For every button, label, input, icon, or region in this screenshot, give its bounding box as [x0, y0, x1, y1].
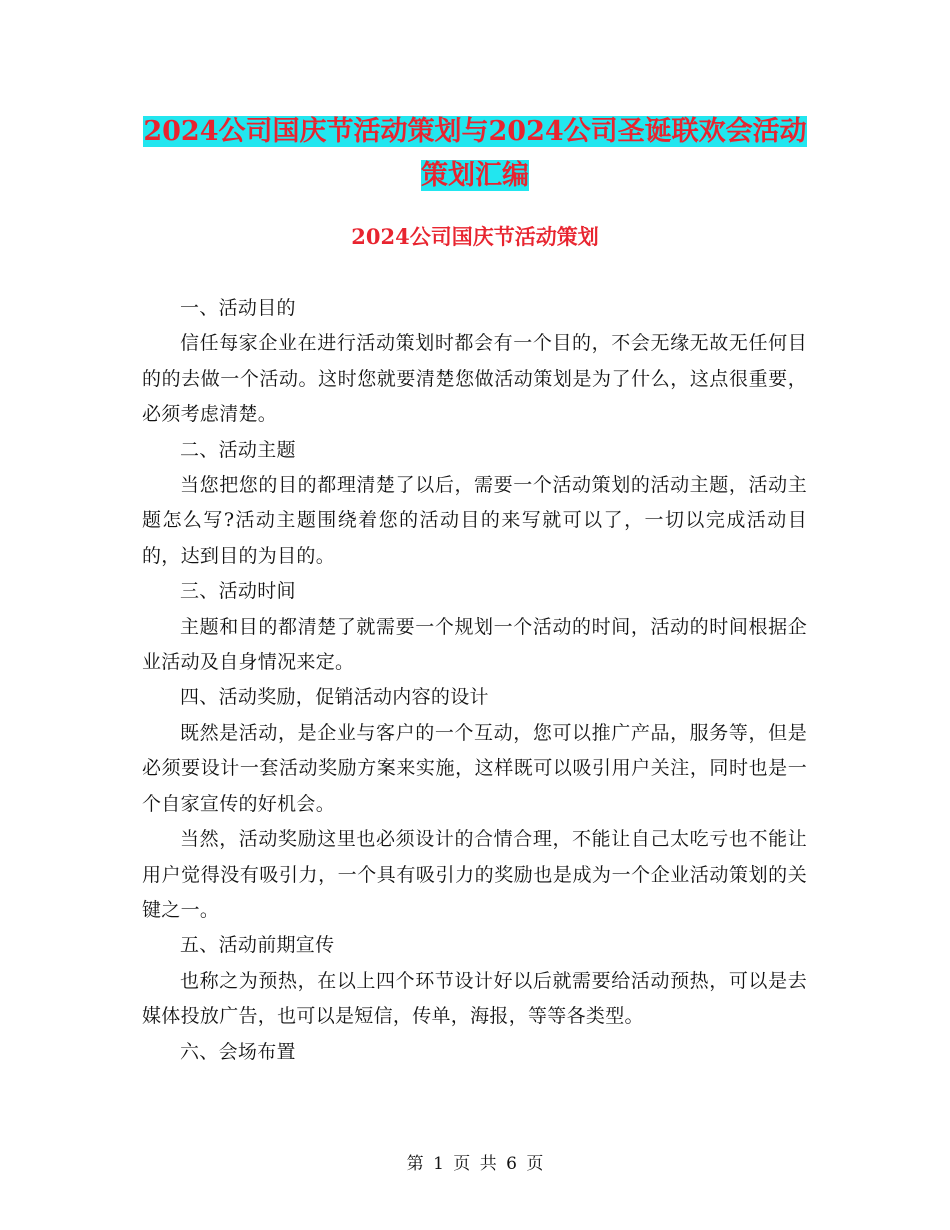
- paragraph-rewards-2: 当然，活动奖励这里也必须设计的合情合理，不能让自己太吃亏也不能让用户觉得没有吸引力，一个具有吸引力的奖励也是成为一个企业活动策划的关键之一。: [142, 828, 807, 921]
- heading-venue: 六、会场布置: [180, 1040, 296, 1063]
- page-footer: 第 1 页 共 6 页: [406, 1154, 544, 1174]
- paragraph-theme: 当您把您的目的都理清楚了以后，需要一个活动策划的活动主题，活动主题怎么写?活动主题围绕着您的活动目的来写就可以了，一切以完成活动目的，达到目的为目的。: [142, 474, 807, 567]
- section-title: 2024公司国庆节活动策划: [351, 224, 599, 249]
- document-title: [140, 110, 810, 198]
- heading-promotion: 五、活动前期宣传: [180, 934, 335, 957]
- document-title-line1: 2024公司国庆节活动策划与2024公司圣诞联欢会活动: [143, 116, 807, 147]
- document-title-line2: 策划汇编: [421, 160, 529, 191]
- heading-theme: 二、活动主题: [180, 438, 296, 461]
- paragraph-purpose: 信任每家企业在进行活动策划时都会有一个目的，不会无缘无故无任何目的的去做一个活动。这时您就要清楚您做活动策划是为了什么，这点很重要，必须考虑清楚。: [142, 332, 807, 426]
- heading-purpose: 一、活动目的: [180, 297, 296, 319]
- document-body: [142, 291, 807, 1070]
- paragraph-promotion: 也称之为预热，在以上四个环节设计好以后就需要给活动预热，可以是去媒体投放广告，也可以是短信，传单，海报，等等各类型。: [142, 969, 807, 1028]
- heading-rewards: 四、活动奖励，促销活动内容的设计: [180, 686, 489, 709]
- heading-time: 三、活动时间: [180, 580, 296, 603]
- paragraph-time: 主题和目的都清楚了就需要一个规划一个活动的时间，活动的时间根据企业活动及自身情况来定。: [142, 615, 807, 674]
- paragraph-rewards-1: 既然是活动，是企业与客户的一个互动，您可以推广产品，服务等，但是必须要设计一套活动奖励方案来实施，这样既可以吸引用户关注，同时也是一个自家宣传的好机会。: [142, 721, 807, 815]
